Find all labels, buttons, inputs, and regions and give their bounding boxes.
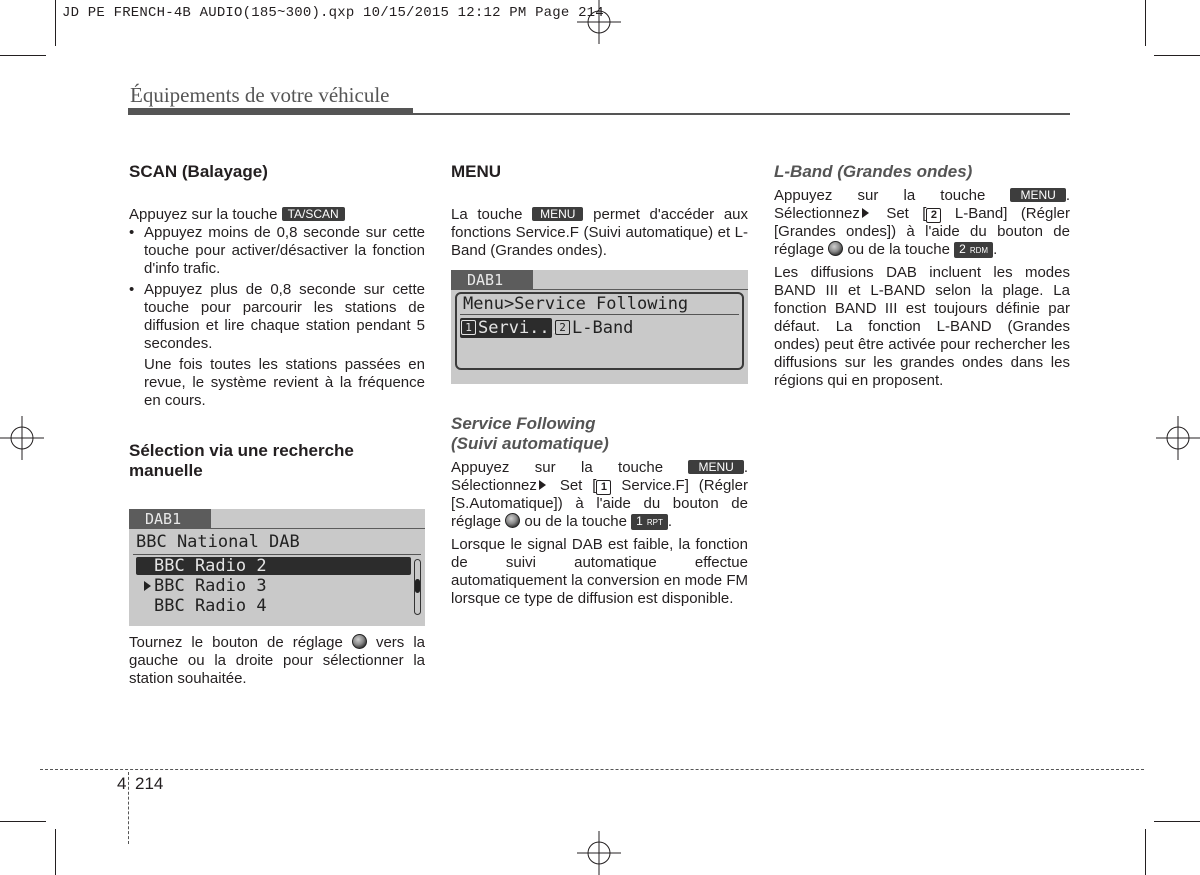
crop-mark: [1145, 0, 1146, 46]
text: ou de la touche: [524, 513, 627, 530]
heading-menu: MENU: [451, 162, 502, 181]
screen-tab-divider: [211, 528, 425, 529]
text: Sélectionnez: [451, 477, 537, 494]
heading-l-band: L-Band (Grandes ondes): [774, 162, 973, 181]
tune-knob-icon: [505, 513, 520, 528]
crop-mark: [55, 0, 56, 46]
paragraph: [129, 634, 425, 688]
registration-mark-icon: [1156, 416, 1200, 460]
text: L-Band] (Régler [Grandes ondes]) à l'aide du bouton de réglage: [774, 205, 1070, 258]
paragraph: Sélectionnez Set [ 1 Service.F] (Régler [S.Automatique]) à l'aide du bouton de réglage ou de la touche 1 RPT .: [451, 477, 748, 530]
scrollbar-thumb: [415, 579, 420, 593]
screen-divider: [133, 554, 421, 555]
column-1: [129, 162, 425, 481]
screen-tab-divider: [533, 289, 748, 290]
preset-1-key: [631, 514, 668, 530]
screen-line: BBC National DAB: [136, 532, 300, 552]
text: Set [: [559, 477, 597, 494]
paragraph: Les diffusions DAB incluent les modes BAND III et L-BAND selon la plage. La fonction BAND III est toujours définie par défaut. La fonction L-BAND (Grandes ondes) peut être activée pour rechercher les diffusions sur les grandes ondes dans les régions qui en proposent.: [774, 264, 1070, 389]
registration-mark-icon: [0, 416, 44, 460]
footer-page-separator: [128, 772, 129, 844]
text: Sélectionnez: [774, 205, 860, 222]
registration-mark-icon: [577, 0, 621, 44]
key-label: RDM: [969, 246, 989, 255]
tune-knob-icon: [828, 241, 843, 256]
screen-line: BBC Radio 3: [154, 576, 267, 596]
paragraph: Lorsque le signal DAB est faible, la fonction de suivi automatique effectue automatiquement la conversion en mode FM lorsque ce type de diffusion est disponible.: [451, 536, 748, 607]
header-rule-thin: [413, 113, 1070, 115]
column-2-bottom: [451, 414, 748, 608]
paragraph: [451, 206, 748, 260]
text: permet d'accéder aux fonctions Service.F (Suivi automatique) et L-Band (Grandes ondes).: [451, 206, 749, 259]
menu-key: MENU: [532, 207, 583, 221]
crop-mark: [1145, 829, 1146, 875]
option-number-icon: 1: [596, 480, 611, 495]
print-slug: JD PE FRENCH-4B AUDIO(185~300).qxp 10/15/2015 12:12 PM Page 214: [62, 5, 604, 21]
paragraph: Une fois toutes les stations passées en revue, le système revient à la fréquence en cours.: [144, 356, 425, 409]
screen-option: L-Band: [572, 318, 634, 338]
crop-mark: [1154, 821, 1200, 822]
list-item: • Appuyez moins de 0,8 seconde sur cette touche pour activer/désactiver la fonction d'info trafic.: [129, 224, 425, 278]
crop-mark: [55, 829, 56, 875]
crop-mark: [0, 821, 46, 822]
text: Appuyez sur la touche: [451, 459, 664, 476]
preset-2-key: [954, 242, 993, 258]
crop-mark: [0, 55, 46, 56]
text: La touche: [451, 206, 523, 223]
text: Set [: [886, 205, 927, 222]
ta-scan-key: TA/SCAN: [282, 207, 345, 221]
option-number-icon: 2: [926, 208, 941, 223]
heading-manual-search: Sélection via une recherche manuelle: [129, 441, 354, 480]
play-arrow-icon: [144, 581, 151, 591]
text: Tournez le bouton de réglage: [129, 634, 343, 651]
key-number: 1: [636, 514, 643, 528]
key-number: 2: [959, 242, 966, 256]
arrow-right-icon: [539, 480, 546, 490]
footer-rule: [40, 769, 1144, 770]
page-header-title: Équipements de votre véhicule: [130, 83, 390, 107]
menu-key: MENU: [1010, 188, 1065, 202]
dab-station-list-screen: [129, 509, 425, 626]
page-number-value: 214: [135, 774, 164, 793]
paragraph: [129, 206, 425, 224]
column-2: [451, 162, 748, 260]
screen-line-selected: BBC Radio 2: [154, 556, 267, 576]
heading-service-following-sub: (Suivi automatique): [451, 434, 609, 453]
tune-knob-icon: [352, 634, 367, 649]
screen-option-selected: Servi...: [478, 318, 560, 338]
bullet-list: [129, 224, 425, 353]
list-item: • Appuyez plus de 0,8 seconde sur cette touche pour parcourir les stations de diffusion et lire chaque station pendant 5 secondes.: [129, 281, 425, 353]
menu-key: MENU: [688, 460, 743, 474]
key-label: RPT: [646, 518, 663, 527]
screen-line: Menu>Service Following: [463, 294, 689, 314]
column-1-bottom: [129, 634, 425, 688]
paragraph: Appuyez sur la touche MENU .: [451, 459, 748, 476]
arrow-right-icon: [862, 208, 869, 218]
screen-line: BBC Radio 4: [154, 596, 267, 616]
dab-menu-screen: [451, 270, 748, 384]
option-number: 2: [555, 320, 570, 335]
screen-divider: [460, 314, 739, 315]
crop-mark: [1154, 55, 1200, 56]
text: Appuyez sur la touche: [129, 206, 278, 223]
text: vers la gauche ou la droite pour sélectionner la station souhaitée.: [129, 634, 426, 687]
screen-tab: DAB1: [451, 270, 533, 290]
header-rule-thick: [128, 108, 413, 115]
heading-scan: SCAN (Balayage): [129, 162, 268, 181]
paragraph: Appuyez sur la touche MENU .: [774, 187, 1070, 204]
screen-tab: DAB1: [129, 509, 211, 529]
text: Appuyez sur la touche: [774, 187, 986, 204]
option-number: 1: [461, 320, 476, 335]
heading-service-following: Service Following: [451, 414, 596, 433]
column-3: [774, 162, 1070, 390]
registration-mark-icon: [577, 831, 621, 875]
text: ou de la touche: [847, 241, 950, 258]
text: Service.F] (Régler [S.Automatique]) à l'aide du bouton de réglage: [451, 477, 748, 530]
paragraph: Sélectionnez Set [ 2 L-Band] (Régler [Grandes ondes]) à l'aide du bouton de réglage ou de la touche 2 RDM .: [774, 205, 1070, 258]
section-number: 4: [117, 774, 127, 793]
